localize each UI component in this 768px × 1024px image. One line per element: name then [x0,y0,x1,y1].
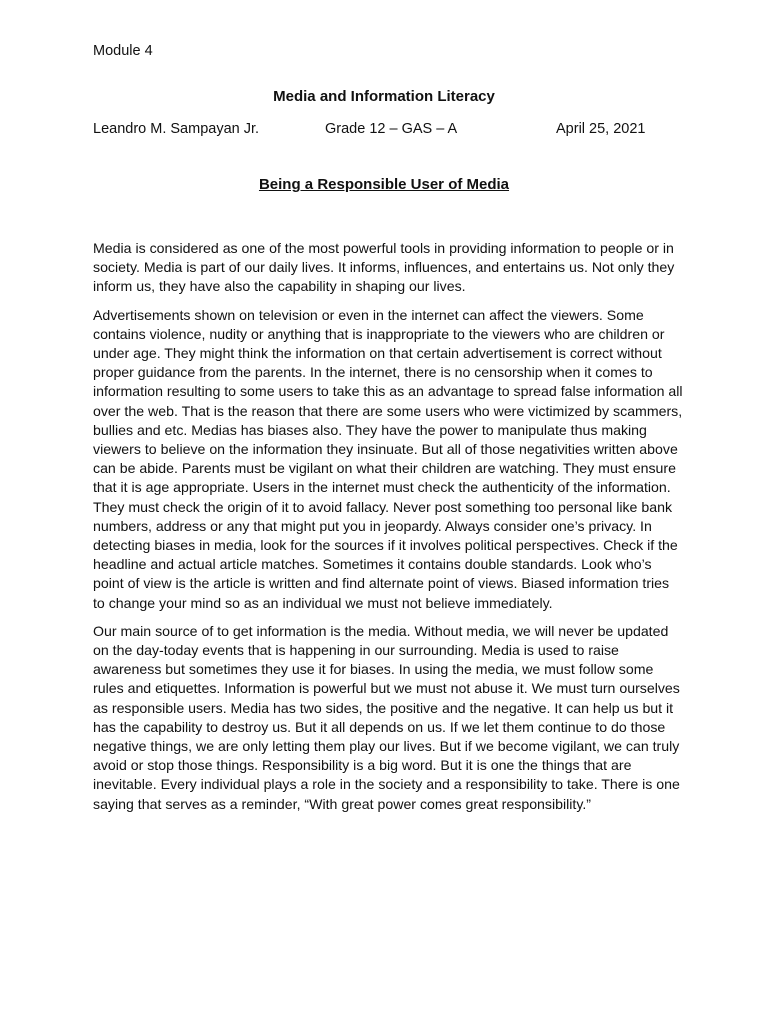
essay-title: Being a Responsible User of Media [258,176,510,193]
paragraph-2: Advertisements shown on television or even in the internet can affect the viewers. Some contains violence, nudity or anything that is inappropriate to the viewers who are children or under age. They might think the information on that certain advertisement is correct without proper guidance from the parents. In the internet, there is no censorship when it comes to information resulting to some users to take this as an advantage to spread false information all over the web. That is the reason that there are some users who were victimized by scammers, bullies and etc. Medias has biases also. They have the power to manipulate thus making viewers to believe on the information they insinuate. But all of those negativities written above can be abide. Parents must be vigilant on what their children are watching. They must ensure that it is age appropriate. Users in the internet must check the authenticity of the information. They must check the origin of it to avoid fallacy. Never post something too personal like bank numbers, address or any that might put you in jeopardy. Always consider one’s privacy. In detecting biases in media, look for the sources if it involves political perspectives. Check if the headline and actual article matches. Sometimes it contains double standards. Look who’s point of view is the article is written and find alternate point of views. Biased information tries to change your mind so as an individual we must not believe immediately. [93,306,683,611]
essay-body [93,239,683,823]
subject-heading: Media and Information Literacy [273,88,495,105]
document-date: April 25, 2021 [556,121,646,137]
grade-section: Grade 12 – GAS – A [325,121,458,137]
paragraph-1: Media is considered as one of the most powerful tools in providing information to people or in society. Media is part of our daily lives. It informs, influences, and entertains us. Not only they inform us, they have also the capability in shaping our lives. [93,240,675,295]
student-name: Leandro M. Sampayan Jr. [93,121,260,137]
module-label: Module 4 [93,43,153,59]
paragraph-3: Our main source of to get information is the media. Without media, we will never be updated on the day-today events that is happening in our surrounding. Media is used to raise awareness but sometimes they use it for biases. In using the media, we must follow some rules and etiquettes. Information is powerful but we must not abuse it. We must turn ourselves as responsible users. Media has two sides, the positive and the negative. It can help us but it has the capability to destroy us. But it all depends on us. If we let them continue to do those negative things, we are only letting them play our lives. But if we become vigilant, we can truly avoid or stop those things. Responsibility is a big word. But it is one the things that are inevitable. Every individual plays a role in the society and a responsibility to take. There is one saying that serves as a reminder, “With great power comes great responsibility.” [93,622,680,812]
